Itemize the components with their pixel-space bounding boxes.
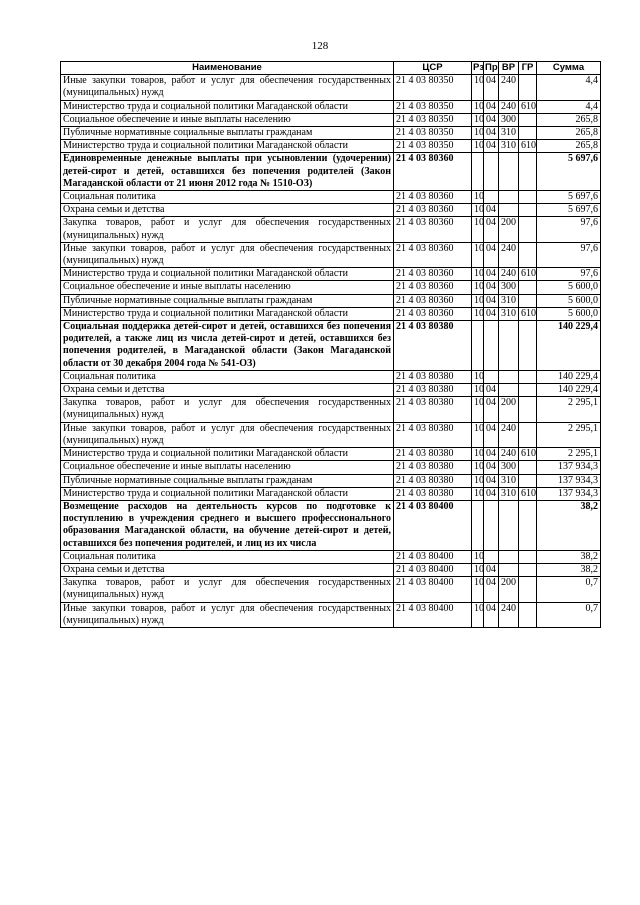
- cell-gr: [519, 474, 537, 487]
- cell-name: Социальное обеспечение и иные выплаты населению: [61, 281, 394, 294]
- cell-sum: 137 934,3: [537, 474, 601, 487]
- cell-pr: 04: [484, 75, 499, 100]
- cell-sum: 5 600,0: [537, 307, 601, 320]
- cell-sum: 2 295,1: [537, 448, 601, 461]
- cell-name: Социальное обеспечение и иные выплаты населению: [61, 113, 394, 126]
- table-row: [61, 204, 601, 217]
- cell-name: Министерство труда и социальной политики Магаданской области: [61, 140, 394, 153]
- cell-name: Социальное обеспечение и иные выплаты населению: [61, 461, 394, 474]
- cell-name: Закупка товаров, работ и услуг для обеспечения государственных (муниципальных) нужд: [61, 217, 394, 242]
- cell-pr: 04: [484, 563, 499, 576]
- cell-rz: 10: [472, 307, 484, 320]
- cell-csr: 21 4 03 80380: [394, 461, 472, 474]
- cell-vr: 300: [499, 113, 519, 126]
- cell-gr: [519, 577, 537, 602]
- cell-gr: [519, 153, 537, 191]
- cell-sum: 265,8: [537, 127, 601, 140]
- cell-gr: [519, 75, 537, 100]
- cell-name: Охрана семьи и детства: [61, 563, 394, 576]
- cell-csr: 21 4 03 80400: [394, 550, 472, 563]
- cell-pr: 04: [484, 307, 499, 320]
- cell-rz: 10: [472, 370, 484, 383]
- table-row: [61, 370, 601, 383]
- cell-rz: 10: [472, 422, 484, 447]
- cell-pr: [484, 321, 499, 371]
- cell-rz: 10: [472, 191, 484, 204]
- cell-csr: 21 4 03 80350: [394, 127, 472, 140]
- cell-vr: [499, 500, 519, 550]
- cell-pr: 04: [484, 397, 499, 422]
- cell-vr: 200: [499, 217, 519, 242]
- table-row: [61, 281, 601, 294]
- cell-vr: 240: [499, 268, 519, 281]
- cell-name: Социальная поддержка детей-сирот и детей, оставшихся без попечения родителей, а также лиц из числа детей-сирот и детей, оставшихся без попечения родителей, в Магаданской области (Закон Магаданской области от 30 декабря 2004 года № 541-ОЗ): [61, 321, 394, 371]
- cell-vr: 310: [499, 487, 519, 500]
- cell-vr: 300: [499, 281, 519, 294]
- cell-vr: 200: [499, 577, 519, 602]
- header-rz: Рз: [473, 62, 485, 73]
- cell-sum: 0,7: [537, 577, 601, 602]
- cell-gr: [519, 461, 537, 474]
- table-row: [61, 127, 601, 140]
- cell-rz: 10: [472, 448, 484, 461]
- cell-vr: 200: [499, 397, 519, 422]
- cell-rz: 10: [472, 294, 484, 307]
- cell-sum: 38,2: [537, 500, 601, 550]
- cell-csr: 21 4 03 80360: [394, 242, 472, 267]
- cell-sum: 97,6: [537, 242, 601, 267]
- cell-rz: 10: [472, 397, 484, 422]
- cell-csr: 21 4 03 80380: [394, 397, 472, 422]
- cell-gr: 610: [519, 140, 537, 153]
- cell-rz: 10: [472, 100, 484, 113]
- cell-name: Возмещение расходов на деятельность курсов по подготовке к поступлению в учреждения среднего и высшего профессионального образования Магаданской области, на обучение детей-сирот и детей, оставшихся без попечения родителей, и лиц из их числа: [61, 500, 394, 550]
- header-name: Наименование: [61, 62, 394, 75]
- header-sum: Сумма: [537, 62, 601, 75]
- cell-gr: [519, 370, 537, 383]
- table-row: [61, 461, 601, 474]
- cell-rz: 10: [472, 242, 484, 267]
- table-row: [61, 294, 601, 307]
- cell-vr: [499, 191, 519, 204]
- cell-sum: 265,8: [537, 113, 601, 126]
- table-row: [61, 422, 601, 447]
- table-row: [61, 100, 601, 113]
- cell-gr: [519, 281, 537, 294]
- cell-vr: [499, 563, 519, 576]
- cell-rz: 10: [472, 140, 484, 153]
- cell-pr: 04: [484, 281, 499, 294]
- cell-vr: 310: [499, 474, 519, 487]
- header-vr: ВР: [499, 62, 519, 75]
- table-row: [61, 397, 601, 422]
- cell-rz: 10: [472, 487, 484, 500]
- cell-csr: 21 4 03 80350: [394, 75, 472, 100]
- cell-vr: 310: [499, 307, 519, 320]
- table-row: [61, 321, 601, 371]
- cell-pr: 04: [484, 577, 499, 602]
- cell-csr: 21 4 03 80350: [394, 113, 472, 126]
- cell-pr: 04: [484, 127, 499, 140]
- cell-name: Единовременные денежные выплаты при усыновлении (удочерении) детей-сирот и детей, оставшихся без попечения родителей (Закон Магаданской области от 21 июня 2012 года № 1510-ОЗ): [61, 153, 394, 191]
- cell-csr: 21 4 03 80400: [394, 602, 472, 627]
- cell-vr: 240: [499, 75, 519, 100]
- cell-sum: 137 934,3: [537, 461, 601, 474]
- cell-name: Закупка товаров, работ и услуг для обеспечения государственных (муниципальных) нужд: [61, 577, 394, 602]
- cell-vr: 240: [499, 422, 519, 447]
- cell-pr: 04: [484, 461, 499, 474]
- cell-csr: 21 4 03 80380: [394, 487, 472, 500]
- cell-sum: 97,6: [537, 268, 601, 281]
- cell-rz: 10: [472, 113, 484, 126]
- cell-sum: 38,2: [537, 550, 601, 563]
- table-row: [61, 448, 601, 461]
- cell-gr: [519, 127, 537, 140]
- cell-vr: 240: [499, 100, 519, 113]
- cell-pr: 04: [484, 100, 499, 113]
- cell-rz: 10: [472, 461, 484, 474]
- table-row: [61, 550, 601, 563]
- cell-name: Министерство труда и социальной политики Магаданской области: [61, 307, 394, 320]
- cell-gr: [519, 397, 537, 422]
- cell-csr: 21 4 03 80380: [394, 448, 472, 461]
- cell-vr: 310: [499, 127, 519, 140]
- cell-pr: 04: [484, 268, 499, 281]
- cell-name: Публичные нормативные социальные выплаты гражданам: [61, 474, 394, 487]
- cell-pr: 04: [484, 487, 499, 500]
- cell-sum: 97,6: [537, 217, 601, 242]
- cell-pr: 04: [484, 448, 499, 461]
- cell-pr: 04: [484, 204, 499, 217]
- cell-rz: 10: [472, 602, 484, 627]
- cell-sum: 5 697,6: [537, 191, 601, 204]
- cell-pr: 04: [484, 217, 499, 242]
- cell-sum: 140 229,4: [537, 370, 601, 383]
- cell-rz: 10: [472, 281, 484, 294]
- cell-sum: 5 600,0: [537, 294, 601, 307]
- cell-csr: 21 4 03 80350: [394, 140, 472, 153]
- table-row: [61, 268, 601, 281]
- cell-name: Публичные нормативные социальные выплаты гражданам: [61, 127, 394, 140]
- cell-gr: [519, 321, 537, 371]
- table-row: [61, 563, 601, 576]
- cell-gr: [519, 217, 537, 242]
- cell-csr: 21 4 03 80360: [394, 281, 472, 294]
- cell-gr: [519, 550, 537, 563]
- cell-pr: [484, 153, 499, 191]
- cell-vr: [499, 384, 519, 397]
- cell-csr: 21 4 03 80380: [394, 370, 472, 383]
- cell-name: Иные закупки товаров, работ и услуг для обеспечения государственных (муниципальных) нужд: [61, 422, 394, 447]
- cell-pr: 04: [484, 474, 499, 487]
- cell-sum: 5 600,0: [537, 281, 601, 294]
- cell-sum: 5 697,6: [537, 153, 601, 191]
- cell-pr: 04: [484, 384, 499, 397]
- cell-sum: 0,7: [537, 602, 601, 627]
- table-row: [61, 500, 601, 550]
- table-row: [61, 474, 601, 487]
- cell-sum: 38,2: [537, 563, 601, 576]
- cell-csr: 21 4 03 80400: [394, 563, 472, 576]
- cell-csr: 21 4 03 80360: [394, 204, 472, 217]
- cell-gr: [519, 113, 537, 126]
- cell-gr: [519, 384, 537, 397]
- cell-gr: [519, 602, 537, 627]
- cell-gr: [519, 500, 537, 550]
- cell-name: Министерство труда и социальной политики Магаданской области: [61, 100, 394, 113]
- cell-csr: 21 4 03 80400: [394, 500, 472, 550]
- cell-csr: 21 4 03 80380: [394, 422, 472, 447]
- cell-pr: [484, 500, 499, 550]
- cell-sum: 2 295,1: [537, 397, 601, 422]
- cell-pr: 04: [484, 294, 499, 307]
- table-row: [61, 75, 601, 100]
- cell-sum: 137 934,3: [537, 487, 601, 500]
- cell-rz: 10: [472, 127, 484, 140]
- cell-vr: [499, 321, 519, 371]
- cell-sum: 140 229,4: [537, 321, 601, 371]
- budget-table: [60, 61, 601, 628]
- header-pr: Пр: [485, 62, 498, 73]
- cell-gr: 610: [519, 487, 537, 500]
- cell-rz: 10: [472, 75, 484, 100]
- cell-name: Иные закупки товаров, работ и услуг для обеспечения государственных (муниципальных) нужд: [61, 242, 394, 267]
- cell-name: Министерство труда и социальной политики Магаданской области: [61, 268, 394, 281]
- cell-vr: [499, 370, 519, 383]
- cell-rz: [472, 321, 484, 371]
- cell-name: Социальная политика: [61, 550, 394, 563]
- cell-name: Министерство труда и социальной политики Магаданской области: [61, 448, 394, 461]
- table-row: [61, 153, 601, 191]
- cell-name: Охрана семьи и детства: [61, 204, 394, 217]
- cell-rz: 10: [472, 577, 484, 602]
- table-row: [61, 307, 601, 320]
- cell-gr: 610: [519, 307, 537, 320]
- cell-sum: 4,4: [537, 100, 601, 113]
- table-row: [61, 384, 601, 397]
- cell-name: Публичные нормативные социальные выплаты гражданам: [61, 294, 394, 307]
- cell-pr: 04: [484, 242, 499, 267]
- table-row: [61, 217, 601, 242]
- cell-pr: 04: [484, 602, 499, 627]
- cell-gr: [519, 422, 537, 447]
- cell-gr: 610: [519, 100, 537, 113]
- header-csr: ЦСР: [394, 62, 472, 75]
- cell-vr: [499, 153, 519, 191]
- cell-name: Иные закупки товаров, работ и услуг для обеспечения государственных (муниципальных) нужд: [61, 75, 394, 100]
- cell-gr: [519, 563, 537, 576]
- cell-rz: [472, 153, 484, 191]
- header-gr: ГР: [519, 62, 537, 75]
- table-row: [61, 602, 601, 627]
- cell-sum: 140 229,4: [537, 384, 601, 397]
- cell-rz: [472, 500, 484, 550]
- cell-pr: 04: [484, 422, 499, 447]
- table-row: [61, 140, 601, 153]
- cell-vr: 310: [499, 294, 519, 307]
- cell-rz: 10: [472, 384, 484, 397]
- cell-vr: 240: [499, 242, 519, 267]
- cell-csr: 21 4 03 80400: [394, 577, 472, 602]
- cell-gr: [519, 191, 537, 204]
- cell-gr: [519, 294, 537, 307]
- cell-vr: [499, 550, 519, 563]
- cell-vr: 300: [499, 461, 519, 474]
- cell-name: Социальная политика: [61, 370, 394, 383]
- cell-gr: [519, 204, 537, 217]
- cell-csr: 21 4 03 80380: [394, 384, 472, 397]
- cell-csr: 21 4 03 80380: [394, 321, 472, 371]
- cell-rz: 10: [472, 550, 484, 563]
- cell-gr: [519, 242, 537, 267]
- cell-pr: 04: [484, 113, 499, 126]
- table-row: [61, 577, 601, 602]
- table-header-row: [61, 62, 601, 75]
- cell-csr: 21 4 03 80360: [394, 294, 472, 307]
- cell-pr: [484, 370, 499, 383]
- cell-csr: 21 4 03 80380: [394, 474, 472, 487]
- page-number: 128: [311, 40, 329, 52]
- cell-rz: 10: [472, 563, 484, 576]
- cell-csr: 21 4 03 80360: [394, 307, 472, 320]
- cell-csr: 21 4 03 80360: [394, 191, 472, 204]
- cell-rz: 10: [472, 474, 484, 487]
- cell-csr: 21 4 03 80350: [394, 100, 472, 113]
- cell-vr: 310: [499, 140, 519, 153]
- cell-sum: 265,8: [537, 140, 601, 153]
- cell-name: Охрана семьи и детства: [61, 384, 394, 397]
- table-row: [61, 191, 601, 204]
- cell-vr: 240: [499, 602, 519, 627]
- cell-csr: 21 4 03 80360: [394, 217, 472, 242]
- cell-name: Министерство труда и социальной политики Магаданской области: [61, 487, 394, 500]
- table-body: [61, 75, 601, 628]
- cell-rz: 10: [472, 204, 484, 217]
- cell-pr: [484, 191, 499, 204]
- cell-gr: 610: [519, 448, 537, 461]
- cell-pr: [484, 550, 499, 563]
- cell-pr: 04: [484, 140, 499, 153]
- cell-name: Социальная политика: [61, 191, 394, 204]
- cell-csr: 21 4 03 80360: [394, 153, 472, 191]
- cell-vr: 240: [499, 448, 519, 461]
- cell-rz: 10: [472, 217, 484, 242]
- table-row: [61, 487, 601, 500]
- cell-name: Закупка товаров, работ и услуг для обеспечения государственных (муниципальных) нужд: [61, 397, 394, 422]
- cell-rz: 10: [472, 268, 484, 281]
- cell-sum: 5 697,6: [537, 204, 601, 217]
- cell-name: Иные закупки товаров, работ и услуг для обеспечения государственных (муниципальных) нужд: [61, 602, 394, 627]
- table-row: [61, 113, 601, 126]
- cell-vr: [499, 204, 519, 217]
- table-row: [61, 242, 601, 267]
- cell-csr: 21 4 03 80360: [394, 268, 472, 281]
- cell-gr: 610: [519, 268, 537, 281]
- cell-sum: 4,4: [537, 75, 601, 100]
- cell-sum: 2 295,1: [537, 422, 601, 447]
